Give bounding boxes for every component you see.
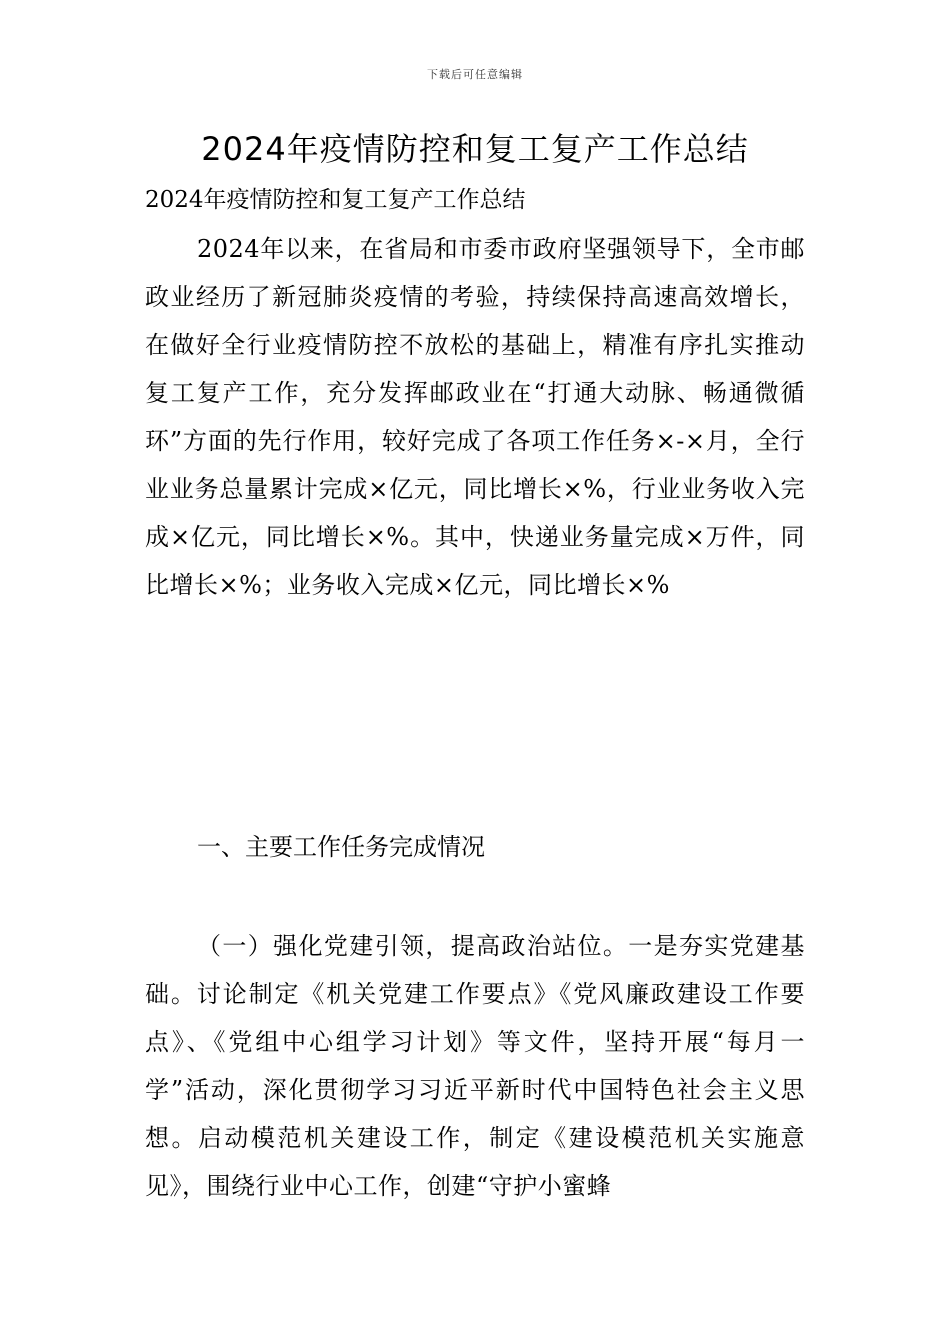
- document-subtitle: 2024年疫情防控和复工复产工作总结: [145, 187, 526, 213]
- section-one-paragraph: （一）强化党建引领，提高政治站位。一是夯实党建基础。讨论制定《机关党建工作要点》《党风廉政建设工作要点》、《党组中心组学习计划》等文件，坚持开展“每月一学”活动，深化贯彻学习习近平新时代中国特色社会主义思想。启动模范机关建设工作，制定《建设模范机关实施意见》，围绕行业中心工作，创建“守护小蜜蜂: [145, 932, 805, 1200]
- header-note: 下载后可任意编辑: [427, 68, 523, 81]
- section-heading: 一、主要工作任务完成情况: [197, 833, 485, 861]
- intro-paragraph: 2024年以来，在省局和市委市政府坚强领导下，全市邮政业经历了新冠肺炎疫情的考验，持续保持高速高效增长，在做好全行业疫情防控不放松的基础上，精准有序扎实推动复工复产工作，充分发挥邮政业在“打通大动脉、畅通微循环”方面的先行作用，较好完成了各项工作任务×-×月，全行业业务总量累计完成×亿元，同比增长×%，行业业务收入完成×亿元，同比增长×%。其中，快递业务量完成×万件，同比增长×%；业务收入完成×亿元，同比增长×%: [145, 235, 805, 599]
- document-title: 2024年疫情防控和复工复产工作总结: [201, 130, 749, 168]
